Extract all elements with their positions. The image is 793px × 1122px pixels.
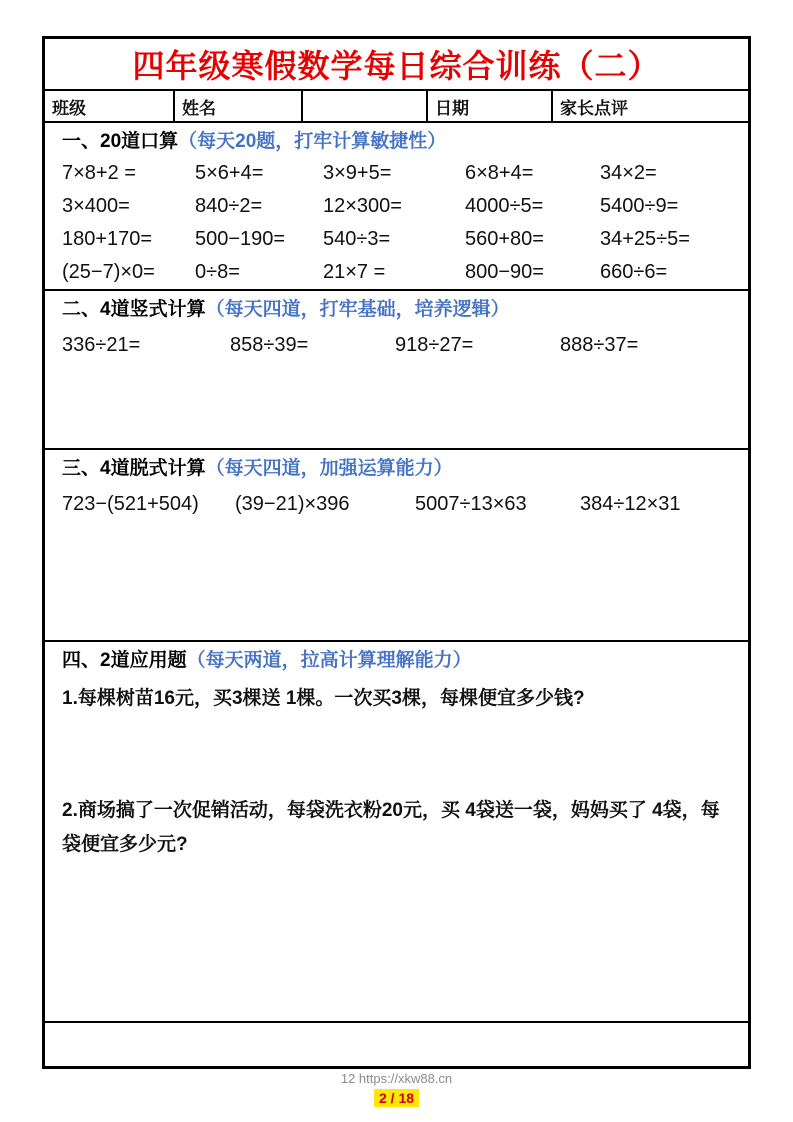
oral-problem: 7×8+2 = xyxy=(62,162,136,184)
page-indicator: 2 / 18 xyxy=(374,1089,419,1107)
info-row xyxy=(45,91,748,123)
section-step-calculation xyxy=(45,450,748,642)
section-subtitle: （每天四道，加强运算能力） xyxy=(205,458,453,479)
blank-field xyxy=(303,91,428,121)
oral-problem: 840÷2= xyxy=(195,195,263,217)
name-field: 姓名 xyxy=(175,91,303,121)
oral-problem: 34+25÷5= xyxy=(600,228,690,250)
vertical-problem: 918÷27= xyxy=(395,333,474,356)
section-heading-text: 四、2道应用题 xyxy=(62,650,187,671)
section-subtitle: （每天两道，拉高计算理解能力） xyxy=(186,650,472,671)
step-problems-row xyxy=(62,484,728,524)
oral-problem: 500−190= xyxy=(195,228,286,250)
page-title: 四年级寒假数学每日综合训练（二） xyxy=(132,48,661,84)
section-oral-calculation xyxy=(45,123,748,291)
section-heading xyxy=(62,129,728,157)
oral-problem: 0÷8= xyxy=(195,261,240,283)
page-footer xyxy=(0,1071,793,1108)
oral-problem: 660÷6= xyxy=(600,261,668,283)
oral-row xyxy=(62,256,728,289)
oral-problem: 3×400= xyxy=(62,195,130,217)
worksheet-table xyxy=(42,36,751,1069)
section-subtitle: （每天四道，打牢基础，培养逻辑） xyxy=(205,299,510,320)
oral-problem: 540÷3= xyxy=(323,228,391,250)
oral-problem: 4000÷5= xyxy=(465,195,544,217)
empty-answer-row xyxy=(45,1023,748,1066)
oral-problem: 34×2= xyxy=(600,162,657,184)
section-word-problems xyxy=(45,642,748,1023)
section-heading xyxy=(62,456,728,484)
step-problem: (39−21)×396 xyxy=(235,492,350,515)
footer-url: 12 https://xkw88.cn xyxy=(340,1071,453,1086)
oral-problem: 180+170= xyxy=(62,228,153,250)
class-field: 班级 xyxy=(45,91,175,121)
word-problem-2: 2.商场搞了一次促销活动，每袋洗衣粉20元，买 4袋送一袋，妈妈买了 4袋，每袋便宜多少元? xyxy=(62,800,720,855)
oral-problem: (25−7)×0= xyxy=(62,261,155,283)
oral-problem: 12×300= xyxy=(323,195,402,217)
oral-problem: 560+80= xyxy=(465,228,544,250)
oral-problem: 6×8+4= xyxy=(465,162,534,184)
word-problem-1: 1.每棵树苗16元，买3棵送 1棵。一次买3棵，每棵便宜多少钱? xyxy=(62,688,585,709)
oral-problem: 5×6+4= xyxy=(195,162,264,184)
section-vertical-calculation xyxy=(45,291,748,450)
oral-row xyxy=(62,190,728,223)
step-problem: 384÷12×31 xyxy=(580,492,681,515)
date-field: 日期 xyxy=(428,91,553,121)
oral-problem: 21×7 = xyxy=(323,261,386,283)
vertical-problem: 858÷39= xyxy=(230,333,309,356)
title-row xyxy=(45,39,748,91)
parent-review-field: 家长点评 xyxy=(560,98,628,118)
step-problem: 723−(521+504) xyxy=(62,492,199,515)
vertical-problem: 336÷21= xyxy=(62,333,141,356)
section-heading-text: 一、20道口算 xyxy=(62,131,179,152)
vertical-problem: 888÷37= xyxy=(560,333,639,356)
oral-problem: 3×9+5= xyxy=(323,162,392,184)
oral-problem: 800−90= xyxy=(465,261,544,283)
oral-problem: 5400÷9= xyxy=(600,195,679,217)
section-heading-text: 三、4道脱式计算 xyxy=(62,458,206,479)
section-heading xyxy=(62,297,728,325)
oral-row xyxy=(62,157,728,190)
section-heading xyxy=(62,648,728,676)
step-problem: 5007÷13×63 xyxy=(415,492,527,515)
oral-row xyxy=(62,223,728,256)
vertical-problems-row xyxy=(62,325,728,365)
section-heading-text: 二、4道竖式计算 xyxy=(62,299,206,320)
section-subtitle: （每天20题，打牢计算敏捷性） xyxy=(178,131,447,152)
